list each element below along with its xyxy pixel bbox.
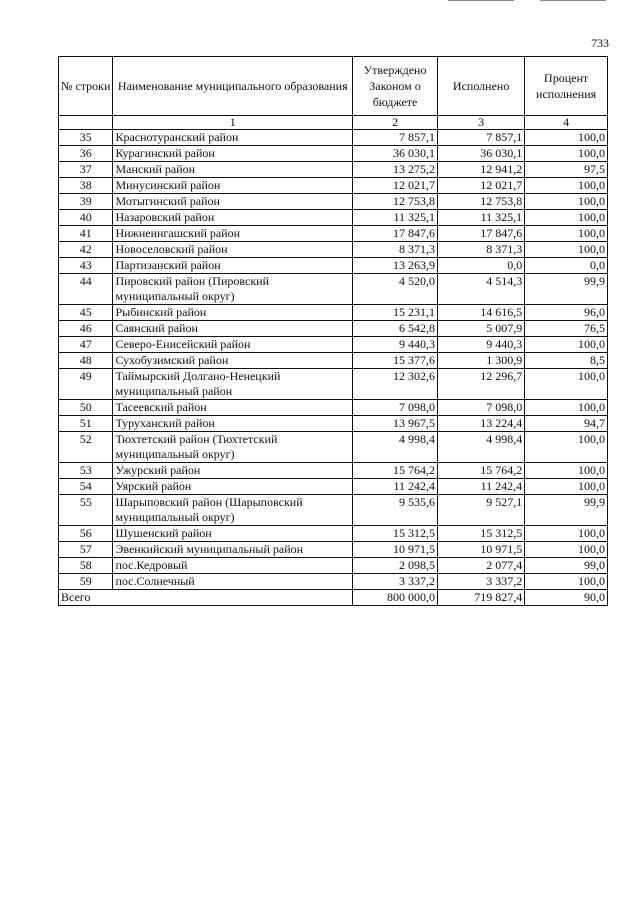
table-row xyxy=(59,432,608,463)
executed-amount-cell: 2 077,4 xyxy=(438,558,525,574)
executed-amount-cell: 15 312,5 xyxy=(438,526,525,542)
executed-amount-cell: 7 857,1 xyxy=(438,130,525,146)
execution-percent-cell: 99,9 xyxy=(525,274,608,305)
execution-percent-cell: 94,7 xyxy=(525,416,608,432)
row-number-cell: 36 xyxy=(59,146,113,162)
row-number-cell: 38 xyxy=(59,178,113,194)
column-number-blank xyxy=(59,116,113,130)
approved-amount-cell: 7 098,0 xyxy=(353,400,438,416)
approved-amount-cell: 15 231,1 xyxy=(353,305,438,321)
table-row xyxy=(59,305,608,321)
table-row xyxy=(59,242,608,258)
row-number-cell: 54 xyxy=(59,479,113,495)
total-executed: 719 827,4 xyxy=(438,590,525,606)
executed-amount-cell: 12 021,7 xyxy=(438,178,525,194)
table-row xyxy=(59,416,608,432)
execution-percent-cell: 100,0 xyxy=(525,526,608,542)
approved-amount-cell: 15 764,2 xyxy=(353,463,438,479)
execution-percent-cell: 100,0 xyxy=(525,194,608,210)
row-number-cell: 49 xyxy=(59,369,113,400)
row-number-cell: 39 xyxy=(59,194,113,210)
execution-percent-cell: 100,0 xyxy=(525,210,608,226)
row-number-cell: 35 xyxy=(59,130,113,146)
row-number-cell: 56 xyxy=(59,526,113,542)
table-row xyxy=(59,495,608,526)
row-number-cell: 45 xyxy=(59,305,113,321)
approved-amount-cell: 15 312,5 xyxy=(353,526,438,542)
row-number-cell: 47 xyxy=(59,337,113,353)
row-number-cell: 42 xyxy=(59,242,113,258)
approved-amount-cell: 11 242,4 xyxy=(353,479,438,495)
executed-amount-cell: 36 030,1 xyxy=(438,146,525,162)
executed-amount-cell: 9 527,1 xyxy=(438,495,525,526)
approved-amount-cell: 10 971,5 xyxy=(353,542,438,558)
total-percent: 90,0 xyxy=(525,590,608,606)
executed-amount-cell: 14 616,5 xyxy=(438,305,525,321)
approved-amount-cell: 9 440,3 xyxy=(353,337,438,353)
table-row xyxy=(59,337,608,353)
table-row xyxy=(59,400,608,416)
table-body xyxy=(59,130,608,590)
executed-amount-cell: 9 440,3 xyxy=(438,337,525,353)
column-number-row xyxy=(59,116,608,130)
table-row xyxy=(59,274,608,305)
executed-amount-cell: 12 941,2 xyxy=(438,162,525,178)
municipality-name-cell: Сухобузимский район xyxy=(113,353,353,369)
executed-amount-cell: 4 998,4 xyxy=(438,432,525,463)
table-row xyxy=(59,463,608,479)
column-number: 1 xyxy=(113,116,353,130)
row-number-cell: 57 xyxy=(59,542,113,558)
municipality-name-cell: Рыбинский район xyxy=(113,305,353,321)
approved-amount-cell: 4 998,4 xyxy=(353,432,438,463)
execution-percent-cell: 100,0 xyxy=(525,337,608,353)
row-number-cell: 58 xyxy=(59,558,113,574)
top-rule-right xyxy=(540,0,606,1)
row-number-cell: 50 xyxy=(59,400,113,416)
municipality-name-cell: Северо-Енисейский район xyxy=(113,337,353,353)
municipality-name-cell: пос.Солнечный xyxy=(113,574,353,590)
row-number-cell: 46 xyxy=(59,321,113,337)
header-name: Наименование муниципального образования xyxy=(113,57,353,116)
executed-amount-cell: 12 753,8 xyxy=(438,194,525,210)
row-number-cell: 44 xyxy=(59,274,113,305)
municipality-name-cell: Тасеевский район xyxy=(113,400,353,416)
execution-percent-cell: 99,9 xyxy=(525,495,608,526)
header-executed: Исполнено xyxy=(438,57,525,116)
approved-amount-cell: 11 325,1 xyxy=(353,210,438,226)
table-row xyxy=(59,558,608,574)
municipality-name-cell: Партизанский район xyxy=(113,258,353,274)
municipality-name-cell: Пировский район (Пировский муниципальный округ) xyxy=(113,274,353,305)
table-row xyxy=(59,258,608,274)
budget-execution-table xyxy=(58,56,608,606)
executed-amount-cell: 11 325,1 xyxy=(438,210,525,226)
execution-percent-cell: 99,0 xyxy=(525,558,608,574)
row-number-cell: 59 xyxy=(59,574,113,590)
municipality-name-cell: Таймырский Долгано-Ненецкий муниципальный район xyxy=(113,369,353,400)
row-number-cell: 48 xyxy=(59,353,113,369)
municipality-name-cell: Мотыгинский район xyxy=(113,194,353,210)
row-number-cell: 40 xyxy=(59,210,113,226)
row-number-cell: 43 xyxy=(59,258,113,274)
executed-amount-cell: 3 337,2 xyxy=(438,574,525,590)
row-number-cell: 55 xyxy=(59,495,113,526)
execution-percent-cell: 0,0 xyxy=(525,258,608,274)
approved-amount-cell: 12 753,8 xyxy=(353,194,438,210)
approved-amount-cell: 3 337,2 xyxy=(353,574,438,590)
table-row xyxy=(59,479,608,495)
total-row xyxy=(59,590,608,606)
municipality-name-cell: Эвенкийский муниципальный район xyxy=(113,542,353,558)
approved-amount-cell: 12 021,7 xyxy=(353,178,438,194)
approved-amount-cell: 13 263,9 xyxy=(353,258,438,274)
municipality-name-cell: Ужурский район xyxy=(113,463,353,479)
table-row xyxy=(59,542,608,558)
municipality-name-cell: Саянский район xyxy=(113,321,353,337)
municipality-name-cell: Новоселовский район xyxy=(113,242,353,258)
executed-amount-cell: 4 514,3 xyxy=(438,274,525,305)
row-number-cell: 41 xyxy=(59,226,113,242)
table-row xyxy=(59,226,608,242)
execution-percent-cell: 100,0 xyxy=(525,146,608,162)
municipality-name-cell: пос.Кедровый xyxy=(113,558,353,574)
approved-amount-cell: 15 377,6 xyxy=(353,353,438,369)
municipality-name-cell: Нижнеингашский район xyxy=(113,226,353,242)
table-row xyxy=(59,321,608,337)
table-header-row xyxy=(59,57,608,116)
execution-percent-cell: 96,0 xyxy=(525,305,608,321)
table-row xyxy=(59,369,608,400)
table-row xyxy=(59,178,608,194)
approved-amount-cell: 17 847,6 xyxy=(353,226,438,242)
municipality-name-cell: Минусинский район xyxy=(113,178,353,194)
executed-amount-cell: 13 224,4 xyxy=(438,416,525,432)
approved-amount-cell: 12 302,6 xyxy=(353,369,438,400)
table-row xyxy=(59,130,608,146)
table-row xyxy=(59,210,608,226)
executed-amount-cell: 10 971,5 xyxy=(438,542,525,558)
header-row-no: № строки xyxy=(59,57,113,116)
row-number-cell: 51 xyxy=(59,416,113,432)
approved-amount-cell: 4 520,0 xyxy=(353,274,438,305)
approved-amount-cell: 36 030,1 xyxy=(353,146,438,162)
municipality-name-cell: Назаровский район xyxy=(113,210,353,226)
execution-percent-cell: 100,0 xyxy=(525,479,608,495)
municipality-name-cell: Тюхтетский район (Тюхтетский муниципальный округ) xyxy=(113,432,353,463)
approved-amount-cell: 9 535,6 xyxy=(353,495,438,526)
table-row xyxy=(59,574,608,590)
approved-amount-cell: 7 857,1 xyxy=(353,130,438,146)
top-rule-left xyxy=(448,0,514,1)
header-percent: Процент исполнения xyxy=(525,57,608,116)
municipality-name-cell: Шушенский район xyxy=(113,526,353,542)
municipality-name-cell: Туруханский район xyxy=(113,416,353,432)
approved-amount-cell: 6 542,8 xyxy=(353,321,438,337)
execution-percent-cell: 100,0 xyxy=(525,463,608,479)
executed-amount-cell: 8 371,3 xyxy=(438,242,525,258)
municipality-name-cell: Манский район xyxy=(113,162,353,178)
table-row xyxy=(59,353,608,369)
approved-amount-cell: 2 098,5 xyxy=(353,558,438,574)
executed-amount-cell: 17 847,6 xyxy=(438,226,525,242)
executed-amount-cell: 7 098,0 xyxy=(438,400,525,416)
page-number: 733 xyxy=(591,36,609,50)
executed-amount-cell: 1 300,9 xyxy=(438,353,525,369)
execution-percent-cell: 100,0 xyxy=(525,226,608,242)
execution-percent-cell: 100,0 xyxy=(525,432,608,463)
column-number: 3 xyxy=(438,116,525,130)
municipality-name-cell: Уярский район xyxy=(113,479,353,495)
execution-percent-cell: 100,0 xyxy=(525,369,608,400)
execution-percent-cell: 100,0 xyxy=(525,574,608,590)
executed-amount-cell: 5 007,9 xyxy=(438,321,525,337)
column-number: 2 xyxy=(353,116,438,130)
execution-percent-cell: 76,5 xyxy=(525,321,608,337)
municipality-name-cell: Краснотуранский район xyxy=(113,130,353,146)
approved-amount-cell: 13 275,2 xyxy=(353,162,438,178)
row-number-cell: 37 xyxy=(59,162,113,178)
approved-amount-cell: 13 967,5 xyxy=(353,416,438,432)
table-row xyxy=(59,146,608,162)
approved-amount-cell: 8 371,3 xyxy=(353,242,438,258)
municipality-name-cell: Курагинский район xyxy=(113,146,353,162)
table-row xyxy=(59,162,608,178)
table-row xyxy=(59,526,608,542)
total-approved: 800 000,0 xyxy=(353,590,438,606)
execution-percent-cell: 100,0 xyxy=(525,130,608,146)
execution-percent-cell: 100,0 xyxy=(525,242,608,258)
municipality-name-cell: Шарыповский район (Шарыповский муниципальный округ) xyxy=(113,495,353,526)
row-number-cell: 53 xyxy=(59,463,113,479)
execution-percent-cell: 97,5 xyxy=(525,162,608,178)
executed-amount-cell: 12 296,7 xyxy=(438,369,525,400)
execution-percent-cell: 100,0 xyxy=(525,542,608,558)
column-number: 4 xyxy=(525,116,608,130)
executed-amount-cell: 15 764,2 xyxy=(438,463,525,479)
row-number-cell: 52 xyxy=(59,432,113,463)
executed-amount-cell: 0,0 xyxy=(438,258,525,274)
total-label: Всего xyxy=(59,590,353,606)
execution-percent-cell: 100,0 xyxy=(525,178,608,194)
executed-amount-cell: 11 242,4 xyxy=(438,479,525,495)
table-row xyxy=(59,194,608,210)
execution-percent-cell: 8,5 xyxy=(525,353,608,369)
execution-percent-cell: 100,0 xyxy=(525,400,608,416)
header-approved: Утверждено Законом о бюджете xyxy=(353,57,438,116)
